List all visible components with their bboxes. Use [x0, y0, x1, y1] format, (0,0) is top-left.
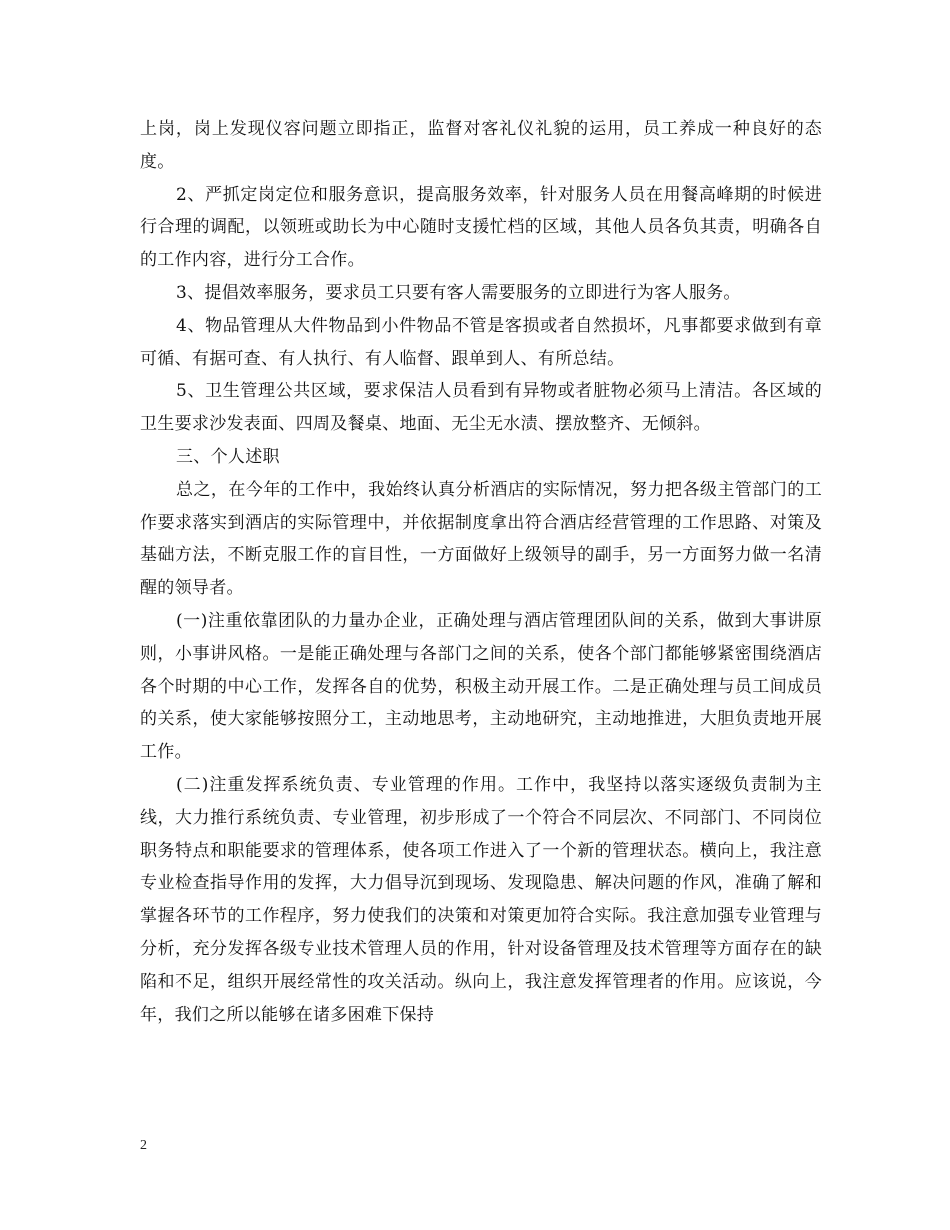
- paragraph-5: 5、卫生管理公共区域，要求保洁人员看到有异物或者脏物必须马上清洁。各区域的卫生要求沙发表面、四周及餐桌、地面、无尘无水渍、摆放整齐、无倾斜。: [140, 381, 822, 435]
- paragraph-4: 4、物品管理从大件物品到小件物品不管是客损或者自然损坏，凡事都要求做到有章可循、有据可查、有人执行、有人临督、跟单到人、有所总结。: [140, 315, 822, 369]
- paragraph-9: (二)注重发挥系统负责、专业管理的作用。工作中，我坚持以落实逐级负责制为主线，大力推行系统负责、专业管理，初步形成了一个符合不同层次、不同部门、不同岗位职务特点和职能要求的管理体系，使各项工作进入了一个新的管理状态。横向上，我注意专业检查指导作用的发挥，大力倡导沉到现场、发现隐患、解决问题的作风，准确了解和掌握各环节的工作程序，努力使我们的决策和对策更加符合实际。我注意加强专业管理与分析，充分发挥各级专业技术管理人员的作用，针对设备管理及技术管理等方面存在的缺陷和不足，组织开展经常性的攻关活动。纵向上，我注意发挥管理者的作用。应该说，今年，我们之所以能够在诸多困难下保持: [140, 774, 822, 1025]
- paragraph-3: 3、提倡效率服务，要求员工只要有客人需要服务的立即进行为客人服务。: [176, 282, 741, 303]
- section-heading: 三、个人述职: [176, 446, 280, 467]
- paragraph-8: (一)注重依靠团队的力量办企业，正确处理与酒店管理团队间的关系，做到大事讲原则，小事讲风格。一是能正确处理与各部门之间的关系，使各个部门都能够紧密围绕酒店各个时期的中心工作，发挥各自的优势，积极主动开展工作。二是正确处理与员工间成员的关系，使大家能够按照分工，主动地思考，主动地研究，主动地推进，大胆负责地开展工作。: [140, 610, 822, 763]
- paragraph-2: 2、严抓定岗定位和服务意识，提高服务效率，针对服务人员在用餐高峰期的时候进行合理的调配，以领班或助长为中心随时支援忙档的区域，其他人员各负其责，明确各自的工作内容，进行分工合作。: [140, 184, 822, 271]
- paragraph-1: 上岗，岗上发现仪容问题立即指正，监督对客礼仪礼貌的运用，员工养成一种良好的态度。: [140, 119, 822, 172]
- page-number: 2: [140, 1138, 147, 1153]
- document-body: [140, 113, 822, 1031]
- paragraph-7: 总之，在今年的工作中，我始终认真分析酒店的实际情况，努力把各级主管部门的工作要求落实到酒店的实际管理中，并依据制度拿出符合酒店经营管理的工作思路、对策及基础方法，不断克服工作的盲目性，一方面做好上级领导的副手，另一方面努力做一名清醒的领导者。: [140, 479, 822, 599]
